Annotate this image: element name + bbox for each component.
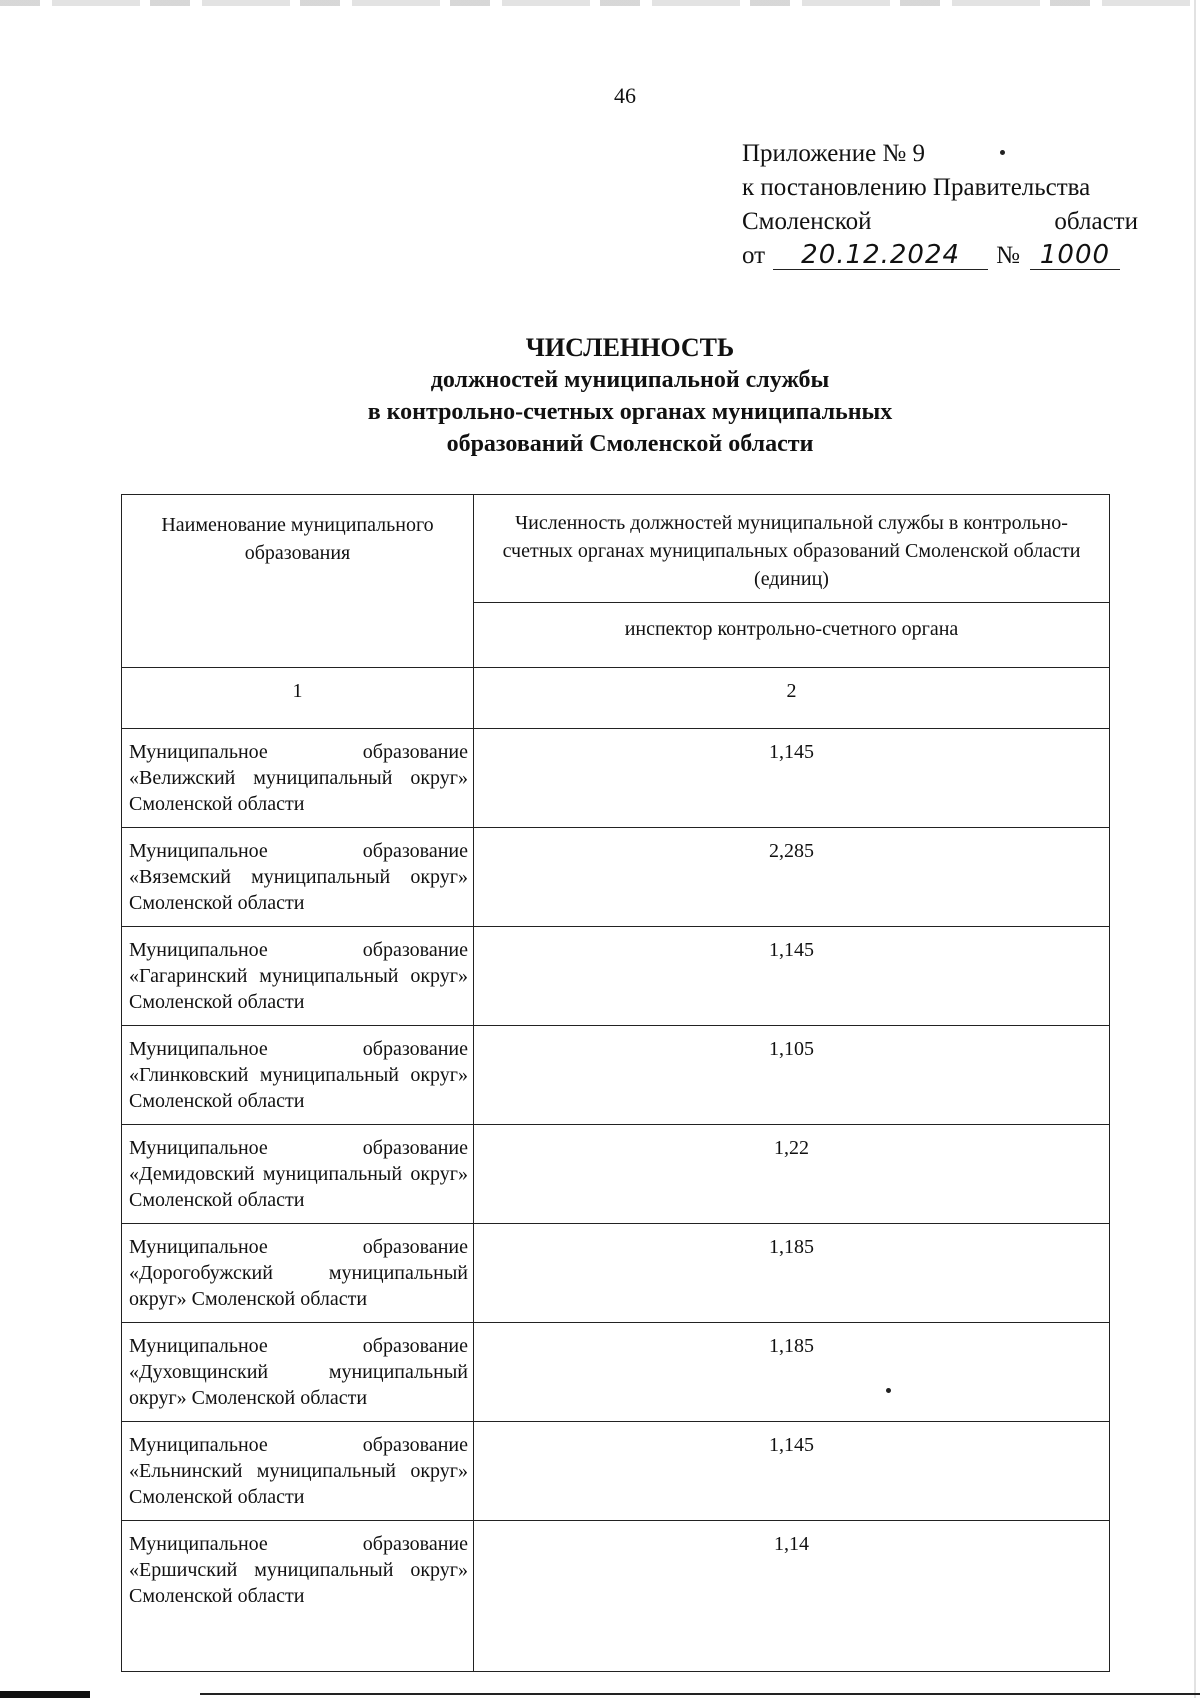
- scan-edge-right: [1194, 0, 1196, 1698]
- table-row: [122, 1026, 1110, 1125]
- column-number-1: 1: [122, 668, 474, 729]
- table-row: [122, 1224, 1110, 1323]
- scan-speck: [886, 1388, 891, 1393]
- appendix-title: Приложение № 9: [742, 140, 926, 167]
- position-count: 1,145: [474, 1422, 1110, 1521]
- header-subcolumn-cell: инспектор контрольно-счетного органа: [474, 602, 1110, 667]
- table-row: [122, 729, 1110, 828]
- appendix-date-line: [742, 239, 1138, 273]
- municipality-name: Муниципальное образование «Ельнинский муниципальный округ» Смоленской области: [122, 1422, 474, 1521]
- municipality-name: Муниципальное образование «Глинковский муниципальный округ» Смоленской области: [122, 1026, 474, 1125]
- municipality-name: Муниципальное образование «Ершичский муниципальный округ» Смоленской области: [122, 1521, 474, 1672]
- header-row: [122, 495, 1110, 603]
- municipality-name: Муниципальное образование «Духовщинский муниципальный округ» Смоленской области: [122, 1323, 474, 1422]
- appendix-block: [742, 137, 1138, 273]
- scan-edge-top: [0, 0, 1200, 6]
- position-count: 1,14: [474, 1521, 1110, 1672]
- appendix-reference: к постановлению Правительства: [742, 174, 1091, 201]
- position-count: 1,145: [474, 927, 1110, 1026]
- scan-artifact: [0, 1691, 90, 1698]
- position-count: 1,185: [474, 1224, 1110, 1323]
- table-row: [122, 1125, 1110, 1224]
- position-count: 1,145: [474, 729, 1110, 828]
- municipality-name: Муниципальное образование «Велижский муниципальный округ» Смоленской области: [122, 729, 474, 828]
- handwritten-number: 1000: [1030, 241, 1120, 270]
- appendix-region-right: области: [1054, 208, 1138, 235]
- municipality-name: Муниципальное образование «Демидовский муниципальный округ» Смоленской области: [122, 1125, 474, 1224]
- document-title: [150, 332, 1110, 460]
- municipality-name: Муниципальное образование «Дорогобужский муниципальный округ» Смоленской области: [122, 1224, 474, 1323]
- position-count: 2,285: [474, 828, 1110, 927]
- title-line-4: образований Смоленской области: [446, 431, 814, 457]
- position-count: 1,105: [474, 1026, 1110, 1125]
- scan-artifact-line: [200, 1693, 1200, 1695]
- position-count: 1,185: [474, 1323, 1110, 1422]
- number-sign: №: [996, 242, 1020, 269]
- table-row: [122, 1521, 1110, 1672]
- date-prefix: от: [742, 242, 766, 269]
- appendix-region-left: Смоленской: [742, 208, 872, 235]
- header-count-cell: Численность должностей муниципальной службы в контрольно-счетных органах муниципальных образований Смоленской области (единиц): [474, 495, 1110, 603]
- handwritten-date: 20.12.2024: [773, 241, 988, 270]
- table-row: [122, 828, 1110, 927]
- municipality-name: Муниципальное образование «Гагаринский муниципальный округ» Смоленской области: [122, 927, 474, 1026]
- municipality-name: Муниципальное образование «Вяземский муниципальный округ» Смоленской области: [122, 828, 474, 927]
- scan-edge-bottom: [0, 1688, 1200, 1698]
- scan-speck: [1000, 150, 1005, 155]
- table-row: [122, 927, 1110, 1026]
- page-number: 46: [614, 83, 636, 108]
- header-name-cell: Наименование муниципального образования: [122, 495, 474, 668]
- position-count: 1,22: [474, 1125, 1110, 1224]
- title-main: ЧИСЛЕННОСТЬ: [525, 333, 735, 362]
- column-number-2: 2: [474, 668, 1110, 729]
- title-line-2: должностей муниципальной службы: [430, 367, 830, 393]
- appendix-region-line: [742, 205, 1138, 239]
- table-row: [122, 1422, 1110, 1521]
- table-row: [122, 1323, 1110, 1422]
- column-number-row: [122, 668, 1110, 729]
- staff-count-table: [121, 494, 1110, 1672]
- title-line-3: в контрольно-счетных органах муниципальных: [367, 399, 893, 425]
